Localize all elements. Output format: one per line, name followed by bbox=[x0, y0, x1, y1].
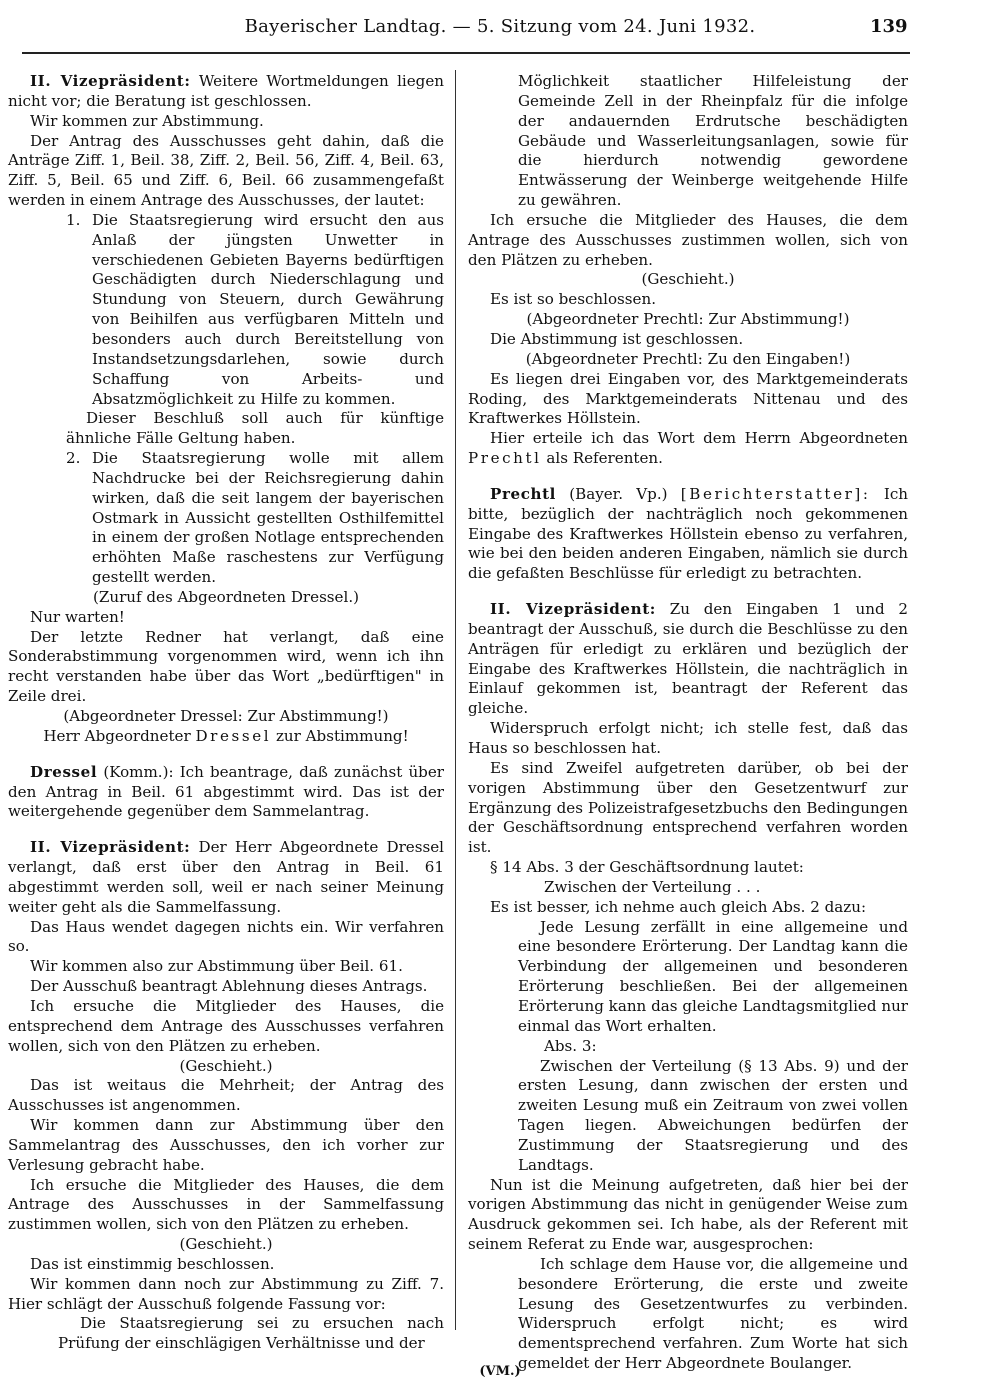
paragraph: Ich ersuche die Mitglieder des Hauses, die dem Antrage des Ausschusses zustimmen wollen, sich von den Plätzen zu erheben. bbox=[468, 210, 908, 269]
speaker-name: II. Vizepräsident: bbox=[490, 600, 656, 619]
interjection: (Abgeordneter Prechtl: Zu den Eingaben!) bbox=[525, 349, 851, 368]
speaker-role: [Berichterstatter]: bbox=[680, 484, 871, 503]
speaker-name: II. Vizepräsident: bbox=[30, 72, 191, 90]
paragraph: Die Abstimmung ist geschlossen. bbox=[490, 329, 744, 348]
paragraph: Der letzte Redner hat verlangt, daß eine Sonderabstimmung vorgenommen wird, wenn ich ihn recht verstanden habe über das Wort „bedürftigen" in Zeile drei. bbox=[8, 627, 444, 706]
spaced-name: Prechtl bbox=[468, 449, 542, 468]
paragraph: Es ist so beschlossen. bbox=[490, 290, 657, 309]
interjection: (Geschieht.) bbox=[179, 1056, 273, 1075]
interjection: (Abgeordneter Prechtl: Zur Abstimmung!) bbox=[526, 310, 850, 329]
paragraph: Es liegen drei Eingaben vor, des Marktgemeinderats Roding, des Marktgemeinderats Nittenau und des Kraftwerkes Höllstein. bbox=[468, 369, 908, 428]
motion-item bbox=[8, 211, 444, 409]
item-number: 2. bbox=[66, 449, 81, 468]
paragraph: Es ist besser, ich nehme auch gleich Abs. 2 dazu: bbox=[490, 897, 867, 916]
text-span: als Referenten. bbox=[541, 449, 663, 468]
interjection: (Abgeordneter Dressel: Zur Abstimmung!) bbox=[63, 707, 389, 725]
quoted-rule-heading: Abs. 3: bbox=[544, 1036, 597, 1055]
paragraph: Nur warten! bbox=[30, 607, 125, 626]
paragraph: Ich ersuche die Mitglieder des Hauses, die dem Antrage des Ausschusses in der Sammelfassung zustimmen wollen, sich von den Plätzen zu erheben. bbox=[8, 1175, 444, 1234]
footer-mark: (VM.) bbox=[479, 1364, 521, 1379]
header-rule bbox=[22, 52, 910, 54]
paragraph: Ich ersuche die Mitglieder des Hauses, die entsprechend dem Antrage des Ausschusses verfahren wollen, sich von den Plätzen zu erheben. bbox=[8, 996, 444, 1055]
speaker-name: Dressel bbox=[30, 762, 98, 781]
speaker-party: (Bayer. Vp.) bbox=[555, 484, 681, 503]
speech-text: Weitere Wortmeldungen liegen nicht vor; die Beratung ist geschlossen. bbox=[8, 72, 444, 110]
paragraph: Wir kommen also zur Abstimmung über Beil. 61. bbox=[30, 957, 403, 976]
text-span: zur Abstimmung! bbox=[271, 726, 409, 745]
quoted-statement: Ich schlage dem Hause vor, die allgemeine und besondere Erörterung, die erste und zweite Lesung des Gesetzentwurfes zu verbinden. Widerspruch erfolgt nicht; es wird dementsprechend verfahren. Zum Worte hat sich gemeldet der Herr Abgeordnete Boulanger. bbox=[518, 1254, 908, 1373]
page-number: 139 bbox=[870, 16, 908, 37]
quoted-rule: Zwischen der Verteilung . . . bbox=[544, 877, 761, 896]
paragraph: Es sind Zweifel aufgetreten darüber, ob bei der vorigen Abstimmung über den Gesetzentwurf zur Ergänzung des Polizeistrafgesetzbuchs den Bedingungen der Geschäftsordnung entsprechend verfahren worden ist. bbox=[468, 758, 908, 857]
paragraph: Der Ausschuß beantragt Ablehnung dieses Antrags. bbox=[30, 977, 428, 996]
paragraph: Das Haus wendet dagegen nichts ein. Wir verfahren so. bbox=[8, 917, 444, 956]
speech-text: Zu den Eingaben 1 und 2 beantragt der Ausschuß, sie durch die Beschlüsse zu den Anträgen für erledigt zu erklären und bezüglich der Eingabe des Kraftwerkes Höllstein, die nachträglich in Einlauf gekommen ist, beantragt der Referent das gleiche. bbox=[468, 600, 908, 718]
left-column bbox=[8, 72, 444, 1354]
interjection: (Zuruf des Abgeordneten Dressel.) bbox=[92, 587, 360, 606]
page-header bbox=[0, 16, 1000, 46]
item-text: Die Staatsregierung wolle mit allem Nachdrucke bei der Reichsregierung dahin wirken, daß die seit langem der bayerischen Ostmark in Aussicht gestellten Osthilfemittel in einem der großen Notlage entsprechenden erhöhten Maße raschestens zur Verfügung gestellt werden. bbox=[92, 449, 444, 587]
right-column bbox=[468, 72, 908, 1374]
paragraph: Der Antrag des Ausschusses geht dahin, daß die Anträge Ziff. 1, Beil. 38, Ziff. 2, Beil. 56, Ziff. 4, Beil. 63, Ziff. 5, Beil. 65 und Ziff. 6, Beil. 66 zusammengefaßt werden in einem Antrage des Ausschusses, der lautet: bbox=[8, 131, 444, 210]
speech-paragraph bbox=[468, 600, 908, 719]
item-number: 1. bbox=[66, 210, 81, 229]
speech-paragraph bbox=[8, 72, 444, 112]
paragraph: Das ist einstimmig beschlossen. bbox=[30, 1254, 275, 1273]
speech-paragraph bbox=[8, 763, 444, 823]
item-text: Die Staatsregierung wird ersucht den aus Anlaß der jüngsten Unwetter in verschiedenen Gebieten Bayerns bedürftigen Geschädigten durch Niederschlagung und Stundung von Steuern, durch Gewährung von Beihilfen aus verfügbaren Mitteln und besonders auch durch Bereitstellung von Instandsetzungsdarlehen, sowie durch Schaffung von Arbeits- und Absatzmöglichkeit zu Hilfe zu kommen. bbox=[92, 210, 444, 408]
speech-text: Der Herr Abgeordnete Dressel verlangt, daß erst über den Antrag in Beil. 61 abgestimmt werden soll, weil er nach seiner Meinung weiter geht als die Sammelfassung. bbox=[8, 838, 444, 916]
speech-paragraph bbox=[8, 838, 444, 917]
paragraph: Wir kommen zur Abstimmung. bbox=[30, 111, 264, 130]
paragraph bbox=[468, 429, 908, 469]
speech-paragraph bbox=[468, 485, 908, 584]
motion-item bbox=[8, 449, 444, 588]
paragraph: Das ist weitaus die Mehrheit; der Antrag des Ausschusses ist angenommen. bbox=[8, 1076, 444, 1115]
speaker-party: (Komm.): bbox=[97, 762, 174, 781]
paragraph: Wir kommen dann zur Abstimmung über den Sammelantrag des Ausschusses, den ich vorher zur Verlesung gebracht habe. bbox=[8, 1116, 444, 1174]
column-divider bbox=[455, 70, 456, 1330]
paragraph: § 14 Abs. 3 der Geschäftsordnung lautet: bbox=[490, 858, 804, 877]
text-span: Hier erteile ich das Wort dem Herrn Abgeordneten bbox=[490, 429, 908, 448]
text-span: Herr Abgeordneter bbox=[43, 726, 196, 745]
speaker-name: Prechtl bbox=[490, 484, 556, 503]
running-title: Bayerischer Landtag. — 5. Sitzung vom 24. Juni 1932. bbox=[244, 16, 756, 37]
spaced-name: Dressel bbox=[195, 726, 272, 745]
paragraph bbox=[8, 727, 444, 747]
paragraph: Wir kommen dann noch zur Abstimmung zu Ziff. 7. Hier schlägt der Ausschuß folgende Fassung vor: bbox=[8, 1274, 444, 1313]
quoted-rule: Jede Lesung zerfällt in eine allgemeine und eine besondere Erörterung. Der Landtag kann die Verbindung der allgemeinen und besonderen Erörterung beschließen. Bei der allgemeinen Erörterung kann das gleiche Landtagsmitglied nur einmal das Wort erhalten. bbox=[518, 917, 908, 1035]
speech-text: Ich beantrage, daß zunächst über den Antrag in Beil. 61 abgestimmt wird. Das ist der weitergehende gegenüber dem Sammelantrag. bbox=[8, 762, 444, 821]
speaker-name: II. Vizepräsident: bbox=[30, 838, 191, 857]
paragraph: Nun ist die Meinung aufgetreten, daß hier bei der vorigen Abstimmung das nicht in genügender Weise zum Ausdruck gekommen sei. Ich habe, als der Referent mit seinem Referat zu Ende war, ausgesprochen: bbox=[468, 1175, 908, 1254]
interjection: (Geschieht.) bbox=[641, 270, 735, 289]
item-extra: Dieser Beschluß soll auch für künftige ähnliche Fälle Geltung haben. bbox=[66, 409, 444, 448]
quoted-motion: Möglichkeit staatlicher Hilfeleistung der Gemeinde Zell in der Rheinpfalz für die infolge der andauernden Erdrutsche beschädigten Gebäude und Wasserleitungsanlagen, sowie für die hierdurch notwendig gewordene Entwässerung der Weinberge weitgehende Hilfe zu gewähren. bbox=[518, 72, 908, 210]
speech-text: Ich bitte, bezüglich der nachträglich noch gekommenen Eingabe des Kraftwerkes Höllstein ebenso zu verfahren, wie bei den beiden anderen Eingaben, nämlich sie durch die gefaßten Beschlüsse für erledigt zu betrachten. bbox=[468, 484, 909, 583]
quoted-motion: Die Staatsregierung sei zu ersuchen nach Prüfung der einschlägigen Verhältnisse und der bbox=[58, 1314, 444, 1353]
interjection: (Geschieht.) bbox=[179, 1235, 273, 1254]
paragraph: Widerspruch erfolgt nicht; ich stelle fest, daß das Haus so beschlossen hat. bbox=[468, 719, 908, 757]
quoted-rule: Zwischen der Verteilung (§ 13 Abs. 9) und der ersten Lesung, dann zwischen der ersten und zweiten Lesung muß ein Zeitraum von zwei vollen Tagen liegen. Abweichungen bedürfen der Zustimmung der Staatsregierung und des Landtags. bbox=[518, 1056, 908, 1174]
